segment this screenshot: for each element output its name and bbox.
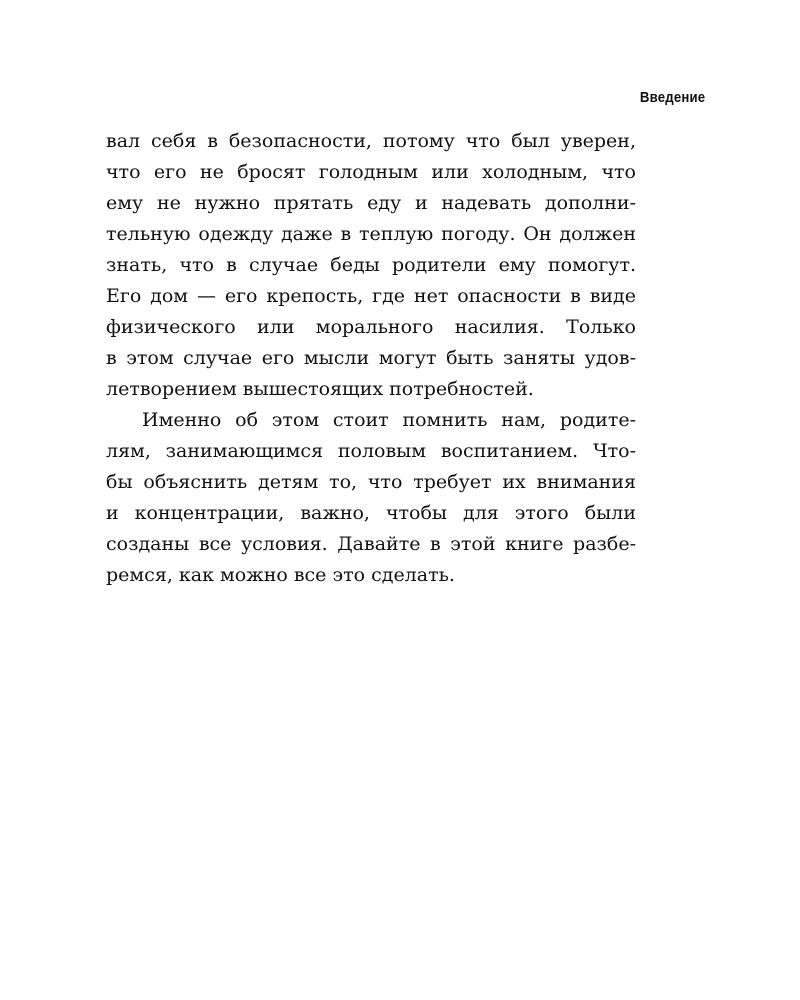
text-line: Именно об этом стоит помнить нам, родите-	[142, 409, 636, 431]
text-line: и концентрации, важно, чтобы для этого были	[106, 502, 636, 524]
body-text	[106, 126, 636, 591]
text-line: бы объяснить детям то, что требует их внимания	[106, 471, 636, 493]
text-line: знать, что в случае беды родители ему помогут.	[106, 254, 636, 276]
paragraph-1	[106, 126, 636, 405]
text-line: в этом случае его мысли могут быть заняты удов-	[106, 347, 636, 369]
text-line: лям, занимающимся половым воспитанием. Что-	[106, 440, 636, 462]
text-line: Его дом — его крепость, где нет опасности в виде	[106, 285, 636, 307]
text-line: созданы все условия. Давайте в этой книге разбе-	[106, 533, 636, 555]
text-line: тельную одежду даже в теплую погоду. Он должен	[106, 223, 636, 245]
text-line: ремся, как можно все это сделать.	[106, 564, 455, 586]
text-line: физического или морального насилия. Только	[106, 316, 636, 338]
text-line: что его не бросят голодным или холодным, что	[106, 161, 636, 183]
text-line: вал себя в безопасности, потому что был уверен,	[106, 130, 636, 152]
text-line: летворением вышестоящих потребностей.	[106, 378, 534, 400]
text-line: ему не нужно прятать еду и надевать дополни-	[106, 192, 636, 214]
running-head-title: Введение	[639, 89, 705, 106]
paragraph-2	[106, 405, 636, 591]
